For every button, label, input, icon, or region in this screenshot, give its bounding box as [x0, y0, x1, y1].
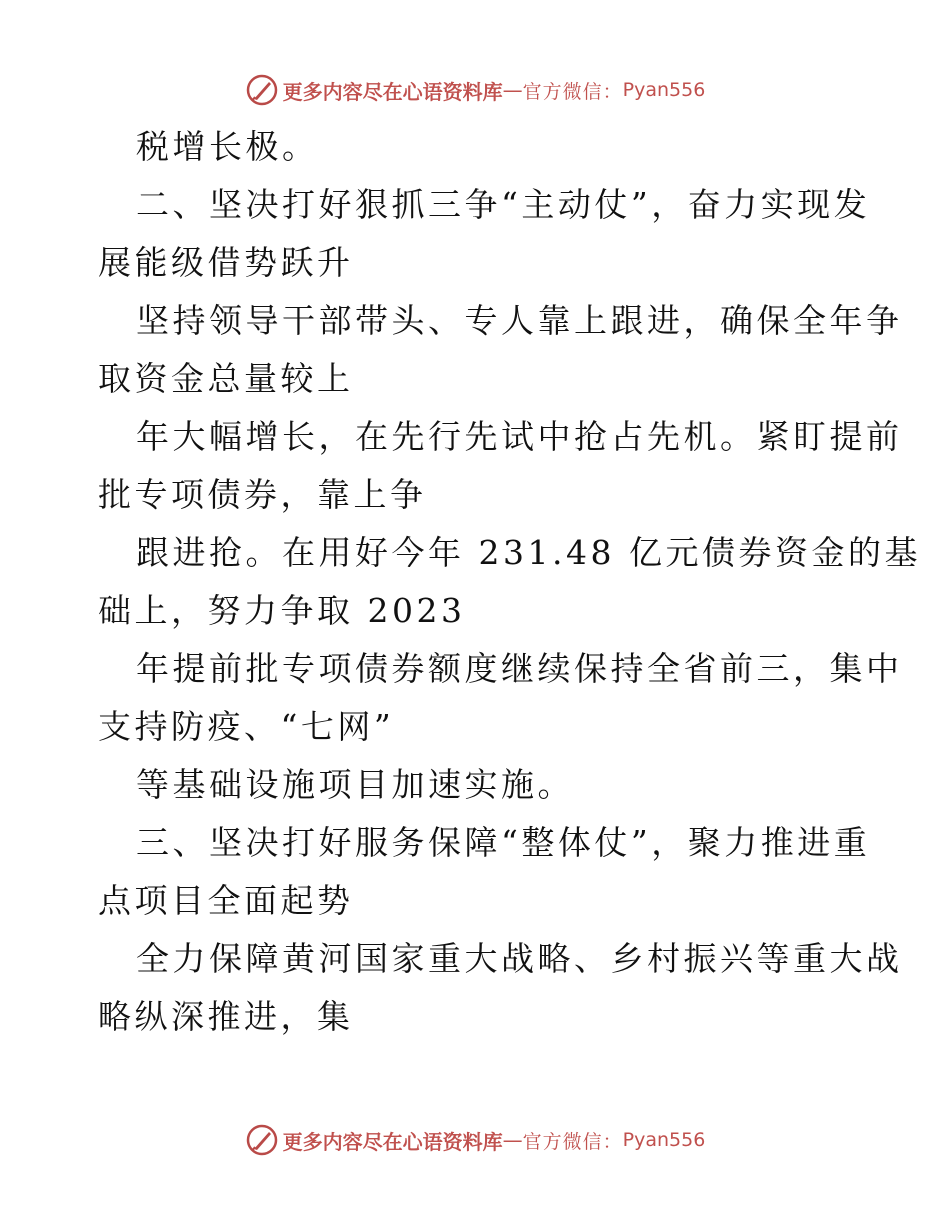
- footer-wechat-id: Pyan556: [622, 1129, 706, 1151]
- text-line: 等基础设施项目加速实施。: [136, 765, 574, 804]
- text-line: 坚持领导干部带头、专人靠上跟进，确保全年争: [136, 301, 903, 340]
- text-line: 础上，努力争取 2023: [98, 591, 466, 630]
- document-body: [98, 118, 921, 1046]
- footer-site-text: 更多内容尽在心语资料库: [282, 1129, 503, 1154]
- text-line: 年提前批专项债券额度继续保持全省前三，集中: [136, 649, 903, 688]
- text-line: 略纵深推进，集: [98, 997, 354, 1036]
- footer-wechat-label: 官方微信：: [522, 1130, 623, 1153]
- text-line: 取资金总量较上: [98, 359, 354, 398]
- text-line: 税增长极。: [136, 127, 319, 166]
- header-site-text: 更多内容尽在心语资料库: [282, 79, 503, 104]
- header-banner: [0, 70, 950, 110]
- text-line: 跟进抢。在用好今年 231.48 亿元债券资金的基: [136, 533, 921, 572]
- header-wechat-label: 官方微信：: [522, 80, 623, 103]
- text-line: 批专项债券，靠上争: [98, 475, 427, 514]
- text-line: 点项目全面起势: [98, 881, 354, 920]
- header-separator: —: [502, 78, 523, 102]
- footer-separator: —: [502, 1128, 523, 1152]
- section-heading: 三、坚决打好服务保障“整体仗”，聚力推进重: [136, 823, 871, 862]
- text-line: 支持防疫、“七网”: [98, 707, 395, 746]
- footer-banner: [0, 1120, 950, 1160]
- text-line: 全力保障黄河国家重大战略、乡村振兴等重大战: [136, 939, 903, 978]
- feather-pen-logo-icon: [245, 1123, 279, 1157]
- text-line: 年大幅增长，在先行先试中抢占先机。紧盯提前: [136, 417, 903, 456]
- header-wechat-id: Pyan556: [622, 79, 706, 101]
- feather-pen-logo-icon: [245, 73, 279, 107]
- text-line: 展能级借势跃升: [98, 243, 354, 282]
- section-heading: 二、坚决打好狠抓三争“主动仗”，奋力实现发: [136, 185, 871, 224]
